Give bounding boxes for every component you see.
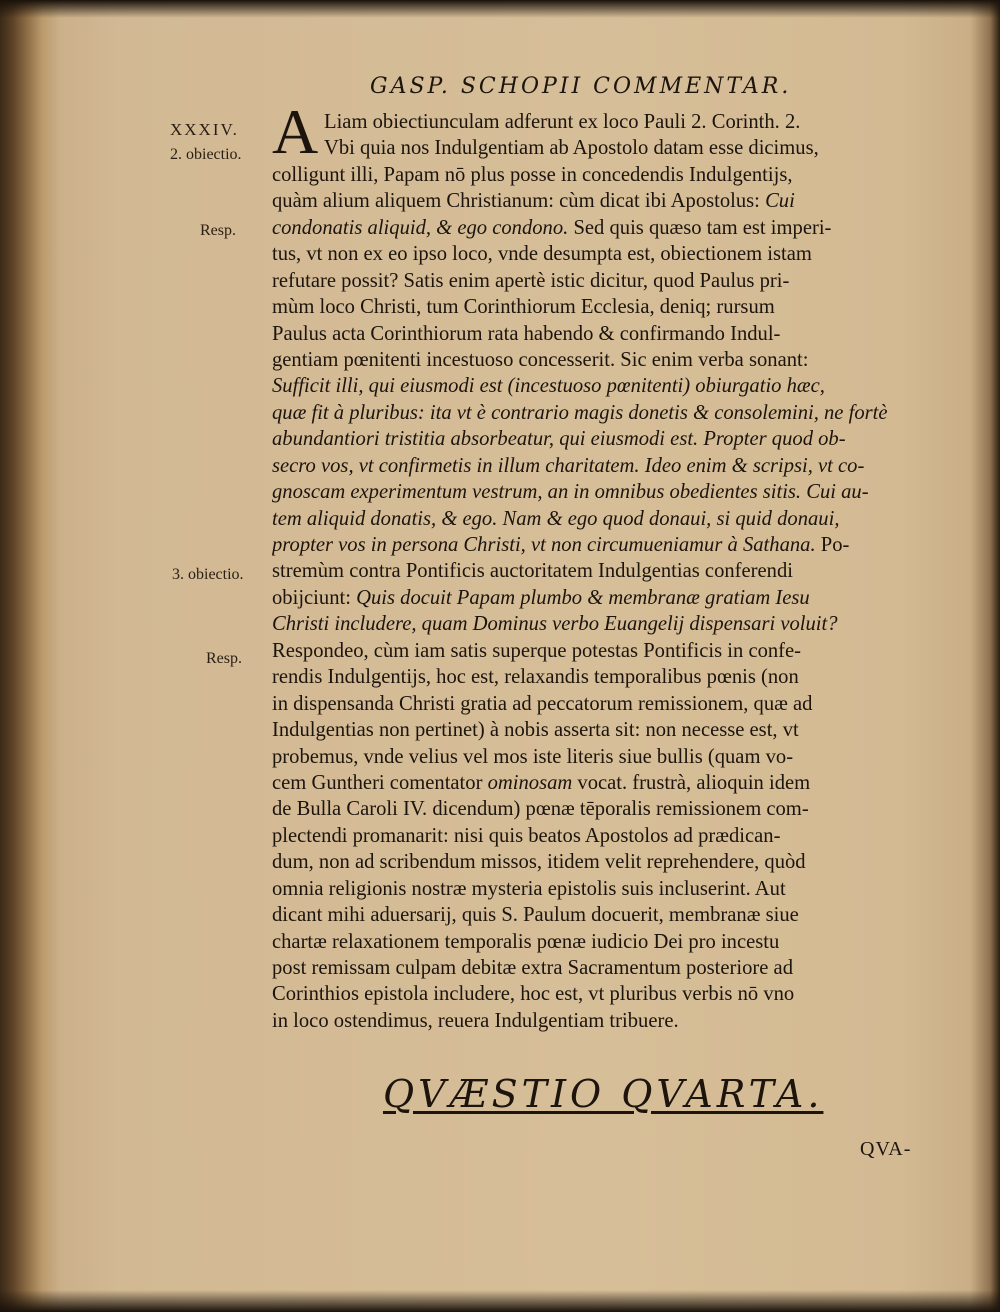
text-line: [272, 585, 937, 611]
text-line: [272, 215, 937, 241]
text-line: dicant mihi aduersarij, quis S. Paulum docuerit, membranæ siue: [272, 904, 799, 927]
text-line: de Bulla Caroli IV. dicendum) pœnæ tēporalis remissionem com-: [272, 798, 809, 821]
margin-obiectio-2: 2. obiectio.: [170, 146, 242, 163]
text-segment: Sed quis quæso tam est imperi-: [568, 216, 832, 239]
margin-resp-2: Resp.: [206, 650, 242, 667]
text-line: tus, vt non ex eo ipso loco, vnde desumpta est, obiectionem istam: [272, 243, 812, 266]
margin-resp-1: Resp.: [200, 222, 236, 239]
running-head: GASP. SCHOPII COMMENTAR.: [370, 74, 792, 99]
text-line: Respondeo, cùm iam satis superque potestas Pontificis in confe-: [272, 639, 802, 662]
text-line: gentiam pœnitenti incestuoso concesserit. Sic enim verba sonant:: [272, 348, 809, 371]
italic-quote: condonatis aliquid, & ego condono.: [272, 216, 569, 239]
text-line: [272, 770, 937, 796]
text-segment: vocat. frustrà, alioquin idem: [572, 771, 811, 794]
text-line: abundantiori tristitia absorbeatur, qui eiusmodi est. Propter quod ob-: [272, 428, 846, 451]
text-line: [272, 532, 937, 558]
text-line: Christi includere, quam Dominus verbo Euangelij dispensari voluit?: [272, 613, 838, 636]
italic-quote: propter vos in persona Christi, vt non circumueniamur à Sathana.: [272, 534, 816, 556]
margin-obiectio-3: 3. obiectio.: [172, 566, 244, 583]
text-line: plectendi promanarit: nisi quis beatos Apostolos ad prædican-: [272, 824, 781, 847]
italic-word: ominosam: [487, 771, 573, 794]
italic-quote: Cui: [765, 190, 795, 213]
text-line: Liam obiectiunculam adferunt ex loco Pauli 2. Corinth. 2.: [324, 111, 801, 133]
text-line: in dispensanda Christi gratia ad peccatorum remissionem, quæ ad: [272, 692, 813, 715]
catchword: QVA-: [860, 1138, 912, 1160]
italic-quote: Quis docuit Papam plumbo & membranæ gratiam Iesu: [356, 586, 810, 609]
text-segment: obijciunt:: [272, 586, 357, 609]
text-line: Indulgentias non pertinet) à nobis asserta sit: non necesse est, vt: [272, 719, 799, 742]
text-segment: Po-: [815, 534, 850, 556]
margin-section-number: XXXIV.: [170, 120, 239, 139]
text-line: Corinthios epistola includere, hoc est, vt pluribus verbis nō vno: [272, 983, 795, 1006]
text-line: secro vos, vt confirmetis in illum charitatem. Ideo enim & scripsi, vt co-: [272, 454, 865, 477]
text-line: mùm loco Christi, tum Corinthiorum Ecclesia, deniq; rursum: [272, 296, 775, 319]
drop-cap: A: [272, 96, 319, 167]
text-line: chartæ relaxationem temporalis pœnæ iudicio Dei pro incestu: [272, 930, 780, 953]
text-line: probemus, vnde velius vel mos iste literis siue bullis (quam vo-: [272, 745, 794, 768]
text-line: in loco ostendimus, reuera Indulgentiam tribuere.: [272, 1009, 679, 1032]
text-segment: cem Guntheri comentator: [272, 771, 488, 794]
text-line: stremùm contra Pontificis auctoritatem Indulgentias conferendi: [272, 560, 793, 583]
text-line: Paulus acta Corinthiorum rata habendo & confirmando Indul-: [272, 322, 781, 345]
text-segment: quàm alium aliquem Christianum: cùm dicat ibi Apostolus:: [272, 190, 766, 213]
text-line: Vbi quia nos Indulgentiam ab Apostolo datam esse dicimus,: [324, 137, 819, 160]
text-line: quæ fit à pluribus: ita vt è contrario magis donetis & consolemini, ne fortè: [272, 401, 888, 424]
text-line: Sufficit illi, qui eiusmodi est (incestuoso pœnitenti) obiurgatio hæc,: [272, 375, 825, 398]
text-line: dum, non ad scribendum missos, itidem velit reprehendere, quòd: [272, 851, 806, 874]
body-text: [272, 109, 937, 1034]
text-line: omnia religionis nostræ mysteria epistolis suis incluserint. Aut: [272, 877, 786, 900]
text-line: post remissam culpam debitæ extra Sacramentum posteriore ad: [272, 957, 793, 979]
section-title: QVÆSTIO QVARTA.: [383, 1072, 824, 1116]
text-line: colligunt illi, Papam nō plus posse in concedendis Indulgentijs,: [272, 163, 793, 186]
text-line: refutare possit? Satis enim apertè istic dicitur, quod Paulus pri-: [272, 269, 790, 292]
text-line: rendis Indulgentijs, hoc est, relaxandis temporalibus pœnis (non: [272, 666, 799, 689]
text-line: tem aliquid donatis, & ego. Nam & ego quod donaui, si quid donaui,: [272, 507, 840, 530]
text-line: gnoscam experimentum vestrum, an in omnibus obedientes sitis. Cui au-: [272, 481, 869, 504]
text-line: [272, 188, 937, 214]
